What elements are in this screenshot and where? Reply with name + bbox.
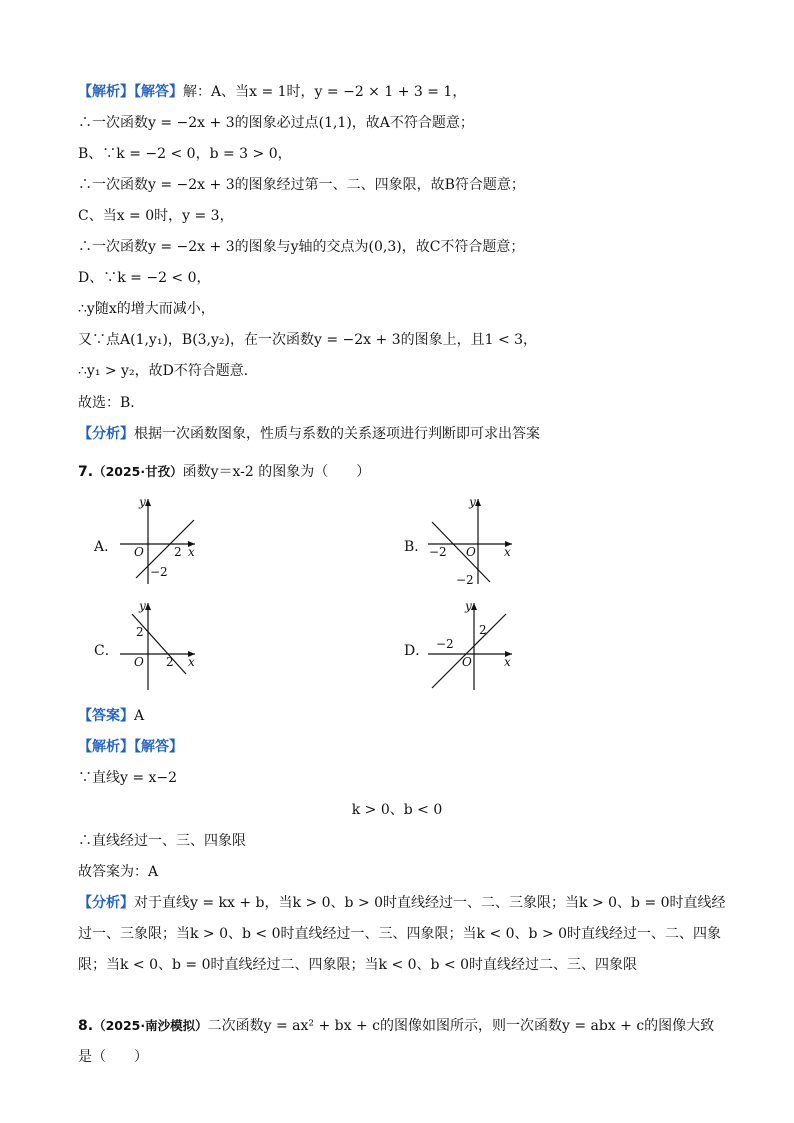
y-intercept-label: −2 [150,565,168,579]
solution-line-2-centered: k > 0、b < 0 [351,802,443,818]
option-d-graph [426,598,516,692]
question-text: 函数y＝x-2 的图象为（ ） [182,464,371,480]
analysis-line-9: 又∵点A(1,y₁)，B(3,y₂)，在一次函数y = −2x + 3的图象上，且1 < 3， [78,332,538,348]
option-d-label: D． [404,643,430,659]
x-axis-label: x [504,545,511,559]
x-intercept-label: −2 [429,545,447,559]
option-b-graph [426,494,516,586]
analysis-line-4: ∴一次函数y = −2x + 3的图象经过第一、二、四象限，故B符合题意； [78,177,525,193]
question-source: （2025·甘孜） [93,464,183,479]
question-text: 二次函数y = ax² + bx + c的图像如图所示，则一次函数y = abx + c的图像大致是（ ） [78,1018,715,1065]
origin-label: O [134,655,144,669]
y-axis-label: y [469,495,476,509]
analysis-line-11: 故选：B． [78,395,145,411]
analysis-line-6: ∴一次函数y = −2x + 3的图象与y轴的交点为(0,3)，故C不符合题意； [78,239,525,255]
fenxi-text: 根据一次函数图象，性质与系数的关系逐项进行判断即可求出答案 [134,426,540,442]
analysis-line-7: D、∵k = −2 < 0， [78,270,211,286]
solution-line-1: ∵直线y = x−2 [78,770,178,786]
fenxi-tag: 【分析】 [78,895,134,911]
y-axis-label: y [139,599,146,613]
x-axis-label: x [188,655,195,669]
analysis-line-10: ∴y₁ > y₂，故D不符合题意． [78,363,258,379]
y-axis-label: y [465,599,472,613]
question-7-stem [78,462,370,482]
option-c-graph [118,598,198,692]
option-c-label: C． [94,643,119,659]
x-intercept-label: −2 [436,637,454,651]
analysis-text: 解：A、当x = 1时，y = −2 × 1 + 3 = 1， [183,84,467,100]
origin-label: O [134,545,144,559]
answer-line [78,706,144,726]
y-intercept-label: 2 [136,625,144,639]
question-source: （2025·南沙模拟） [93,1018,208,1033]
option-b-label: B． [404,539,429,555]
y-intercept-label: 2 [479,623,487,637]
y-intercept-label: −2 [456,573,474,586]
analysis-tag: 【解析】 [78,84,134,100]
analysis-line-5: C、当x = 0时，y = 3， [78,208,234,224]
answer-detail-tag: 【解答】 [134,739,183,755]
analysis-line-8: ∴y随x的增大而减小， [78,301,215,317]
solution-line-3: ∴直线经过一、三、四象限 [78,833,246,849]
origin-label: O [466,545,476,559]
answer-detail-tag: 【解答】 [134,84,183,100]
fenxi-paragraph [78,888,728,981]
fenxi-text: 对于直线y = kx + b，当k > 0、b > 0时直线经过一、二、三象限；当k > 0、b = 0时直线经过一、三象限；当k > 0、b < 0时直线经过一、三、四象限；当k < 0、b > 0时直线经过一、二、四象限；当k < 0、b = 0时直线经过二、四象限；当k < 0、b < 0时直线经过二、三、四象限 [78,895,726,973]
question-8-stem [78,1010,728,1073]
option-a-graph [118,494,198,586]
answer-tag: 【答案】 [78,708,134,724]
question-number: 7. [78,464,94,480]
y-axis-label: y [139,495,146,509]
analysis-line-1 [78,82,466,102]
analysis-line-3: B、∵k = −2 < 0，b = 3 > 0， [78,146,292,162]
option-a-label: A． [94,539,119,555]
analysis-line-2: ∴一次函数y = −2x + 3的图象必过点(1,1)，故A不符合题意； [78,115,474,131]
x-intercept-label: 2 [174,545,182,559]
analysis-header [78,737,183,757]
fenxi-tag: 【分析】 [78,426,134,442]
analysis-tag: 【解析】 [78,739,134,755]
answer-value: A [134,708,145,724]
solution-line-4: 故答案为：A [78,864,159,880]
question-number: 8. [78,1018,94,1034]
x-axis-label: x [504,655,511,669]
analysis-line-12 [78,424,540,444]
x-axis-label: x [188,545,195,559]
x-intercept-label: 2 [166,655,174,669]
origin-label: O [462,655,472,669]
